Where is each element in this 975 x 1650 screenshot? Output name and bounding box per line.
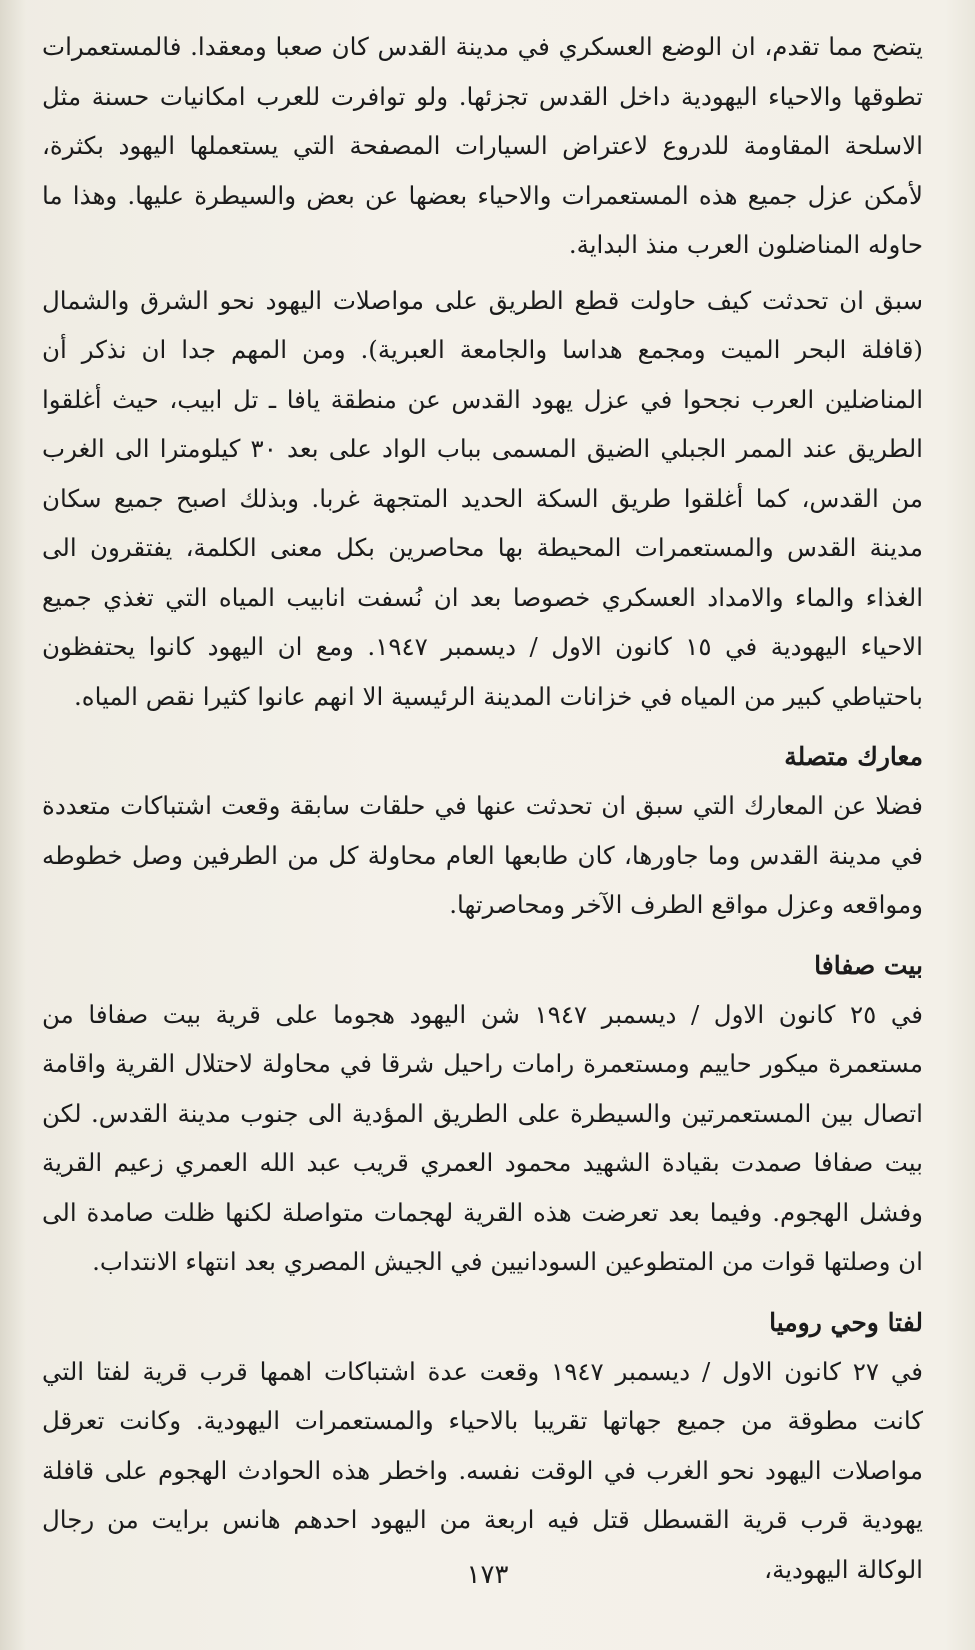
section-heading-lifta-romema: لفتا وحي روميا <box>769 1307 923 1337</box>
paragraph-lifta-romema: في ٢٧ كانون الاول / ديسمبر ١٩٤٧ وقعت عدة اشتباكات اهمها قرب قرية لفتا التي كانت مطوقة من جميع جهاتها تقريبا بالاحياء والمستعمرات اليهودية. وكانت تعرقل مواصلات اليهود نحو الغرب في الوقت نفسه. واخطر هذه الحوادث الهجوم على قافلة يهودية قرب قرية القسطل قتل فيه اربعة من اليهود احدهم هانس برايت من رجال الوكالة اليهودية، <box>42 1356 924 1584</box>
page-body <box>42 22 923 1594</box>
paragraph-intro: يتضح مما تقدم، ان الوضع العسكري في مدينة القدس كان صعبا ومعقدا. فالمستعمرات تطوقها والاحياء اليهودية داخل القدس تجزئها. ولو توافرت للعرب امكانيات حسنة مثل الاسلحة المقاومة للدروع لاعتراض السيارات المصفحة التي يستعملها اليهود بكثرة، لأمكن عزل جميع هذه المستعمرات والاحياء بعضها عن بعض والسيطرة عليها. وهذا ما حاوله المناضلون العرب منذ البداية. <box>42 32 923 259</box>
page-number: ١٧٣ <box>466 1560 509 1590</box>
section-heading-beit-safafa: بيت صفافا <box>814 950 923 980</box>
paragraph-beit-safafa: في ٢٥ كانون الاول / ديسمبر ١٩٤٧ شن اليهود هجوما على قرية بيت صفافا من مستعمرة ميكور حاييم ومستعمرة رامات راحيل شرقا في محاولة لاحتلال القرية واقامة اتصال بين المستعمرتين والسيطرة على الطريق المؤدية الى جنوب مدينة القدس. لكن بيت صفافا صمدت بقيادة الشهيد محمود العمري قريب عبد الله العمري زعيم القرية وفشل الهجوم. وفيما بعد تعرضت هذه القرية لهجمات متواصلة لكنها ظلت صامدة الى ان وصلتها قوات من المتطوعين السودانيين في الجيش المصري بعد انتهاء الانتداب. <box>42 999 924 1276</box>
paragraph-continuous-battles: فضلا عن المعارك التي سبق ان تحدثت عنها في حلقات سابقة وقعت اشتباكات متعددة في مدينة القدس وما جاورها، كان طابعها العام محاولة كل من الطرفين وصل خطوطه ومواقعه وعزل مواقع الطرف الآخر ومحاصرتها. <box>42 791 923 919</box>
paragraph-siege: سبق ان تحدثت كيف حاولت قطع الطريق على مواصلات اليهود نحو الشرق والشمال (قافلة البحر الميت ومجمع هداسا والجامعة العبرية). ومن المهم جدا ان نذكر أن المناضلين العرب نجحوا في عزل يهود القدس عن منطقة يافا ـ تل ابيب، حيث أغلقوا الطريق عند الممر الجبلي الضيق المسمى بباب الواد على بعد ٣٠ كيلومترا الى الغرب من القدس، كما أغلقوا طريق السكة الحديد المتجهة غربا. وبذلك اصبح جميع سكان مدينة القدس والمستعمرات المحيطة بها محاصرين بكل معنى الكلمة، يفتقرون الى الغذاء والماء والامداد العسكري خصوصا بعد ان نُسفت انابيب المياه التي تغذي جميع الاحياء اليهودية في ١٥ كانون الاول / ديسمبر ١٩٤٧. ومع ان اليهود كانوا يحتفظون باحتياطي كبير من المياه في خزانات المدينة الرئيسية الا انهم عانوا كثيرا نقص المياه. <box>42 285 923 711</box>
section-heading-continuous-battles: معارك متصلة <box>784 742 923 771</box>
